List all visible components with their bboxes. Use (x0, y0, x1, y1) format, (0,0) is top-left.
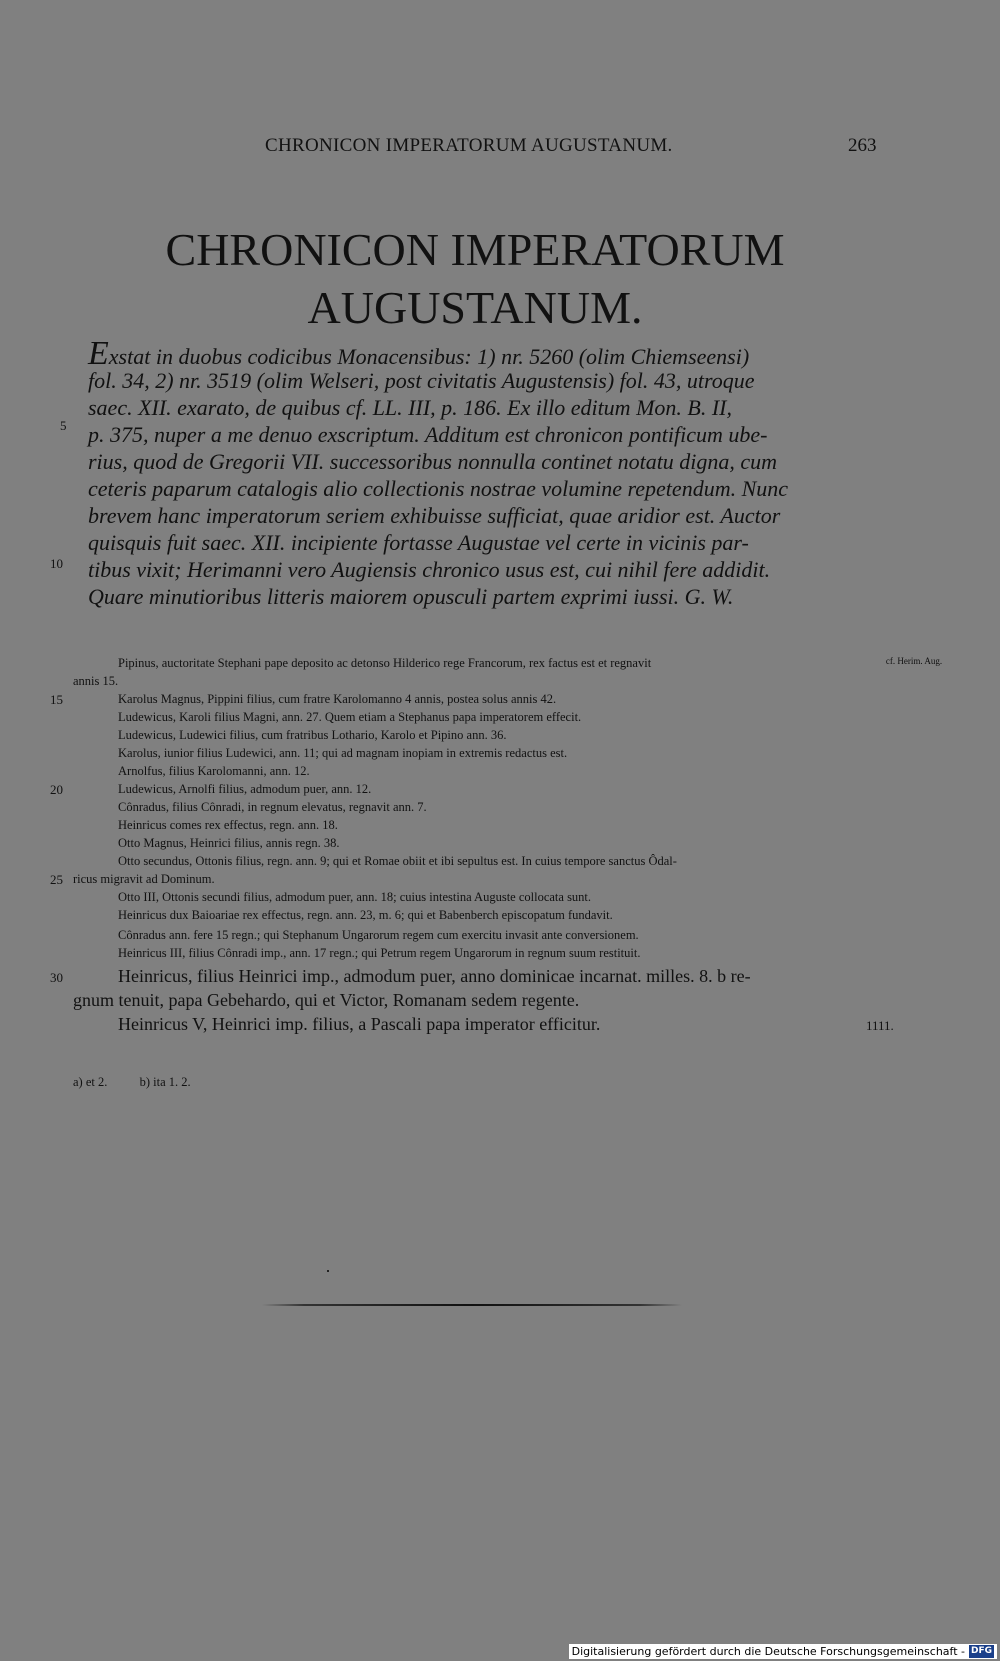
footnote-a: a) et 2. (73, 1075, 108, 1089)
intro-line: quisquis fuit saec. XII. incipiente fortasse Augustae vel certe in vicinis par- (88, 530, 749, 555)
text-line: annis 15. (73, 674, 119, 688)
text-line: Ludewicus, Ludewici filius, cum fratribus Lothario, Karolo et Pipino ann. 36. (118, 728, 507, 742)
title-line-1: CHRONICON IMPERATORUM (165, 224, 785, 275)
text-line: Pipinus, auctoritate Stephani pape deposito ac detonso Hilderico rege Francorum, rex factus est et regnavit (118, 656, 652, 670)
text-line: Otto Magnus, Heinrici filius, annis regn. 38. (118, 836, 340, 850)
text-line: Heinricus V, Heinrici imp. filius, a Pascali papa imperator efficitur. (118, 1014, 601, 1034)
text-line: Otto secundus, Ottonis filius, regn. ann. 9; qui et Romae obiit et ibi sepultus est. In cuius tempore sanctus Ôdal- (118, 854, 677, 868)
digitization-credit (569, 1644, 997, 1659)
text-line: Karolus Magnus, Pippini filius, cum fratre Karolomanno 4 annis, postea solus annis 42. (118, 692, 557, 706)
decorative-dot (327, 1270, 329, 1272)
credit-text: Digitalisierung gefördert durch die Deutsche Forschungsgemeinschaft - (571, 1645, 965, 1658)
title-line-2: AUGUSTANUM. (307, 282, 643, 333)
line-number: 25 (50, 872, 63, 887)
line-number: 15 (50, 692, 63, 707)
text-line: Karolus, iunior filius Ludewici, ann. 11; qui ad magnam inopiam in extremis redactus est. (118, 746, 568, 760)
text-line: Heinricus comes rex effectus, regn. ann. 18. (118, 818, 338, 832)
intro-line: ceteris paparum catalogis alio collectionis nostrae volumine repetendum. Nunc (88, 476, 789, 501)
intro-line: rius, quod de Gregorii VII. successoribus nonnulla continet notatu digna, cum (88, 449, 778, 474)
line-number: 20 (50, 782, 63, 797)
margin-note: cf. Herim. Aug. (885, 656, 943, 666)
text-line: ricus migravit ad Dominum. (73, 872, 215, 886)
page-number: 263 (848, 135, 877, 156)
text-line: Otto III, Ottonis secundi filius, admodum puer, ann. 18; cuius intestina Auguste collocata sunt. (118, 890, 592, 904)
footnote-b: b) ita 1. 2. (139, 1075, 191, 1089)
dfg-logo-icon: DFG (970, 1646, 992, 1656)
text-line: Heinricus III, filius Cônradi imp., ann. 17 regn.; qui Petrum regem Ungarorum in regnum suum restituit. (118, 946, 641, 960)
margin-year: 1111. (866, 1018, 894, 1033)
intro-line: fol. 34, 2) nr. 3519 (olim Welseri, post civitatis Augustensis) fol. 43, utroque (88, 368, 755, 393)
intro-line: tibus vixit; Herimanni vero Augiensis chronico usus est, cui nihil fere addidit. (88, 557, 771, 582)
intro-line: Quare minutioribus litteris maiorem opusculi partem exprimi iussi. G. W. (88, 584, 734, 609)
end-rule (262, 1304, 682, 1306)
footnotes (73, 1075, 191, 1090)
line-number: 30 (50, 970, 63, 985)
text-line: Cônradus ann. fere 15 regn.; qui Stephanum Ungarorum regem cum exercitu invasit ante conversionem. (118, 928, 639, 942)
intro-line: p. 375, nuper a me denuo exscriptum. Additum est chronicon pontificum ube- (88, 422, 768, 447)
running-title: CHRONICON IMPERATORUM AUGUSTANUM. (265, 135, 673, 156)
intro-line: brevem hanc imperatorum seriem exhibuisse sufficiat, quae aridior est. Auctor (88, 503, 781, 528)
text-line: gnum tenuit, papa Gebehardo, qui et Victor, Romanam sedem regente. (73, 990, 580, 1010)
line-number: 5 (60, 418, 67, 433)
text-line: Heinricus dux Baioariae rex effectus, regn. ann. 23, m. 6; qui et Babenberch episcopatum fundavit. (118, 908, 613, 922)
text-line: Ludewicus, Arnolfi filius, admodum puer, ann. 12. (118, 782, 372, 796)
intro-line: saec. XII. exarato, de quibus cf. LL. III, p. 186. Ex illo editum Mon. B. II, (88, 395, 732, 420)
intro-line: Exstat in duobus codicibus Monacensibus: 1) nr. 5260 (olim Chiemseensi) (88, 335, 750, 372)
text-line: Heinricus, filius Heinrici imp., admodum puer, anno dominicae incarnat. milles. 8. b re- (118, 966, 751, 986)
line-number: 10 (50, 556, 63, 571)
text-line: Arnolfus, filius Karolomanni, ann. 12. (118, 764, 310, 778)
text-line: Cônradus, filius Cônradi, in regnum elevatus, regnavit ann. 7. (118, 800, 427, 814)
text-line: Ludewicus, Karoli filius Magni, ann. 27. Quem etiam a Stephanus papa imperatorem effecit. (118, 710, 582, 724)
